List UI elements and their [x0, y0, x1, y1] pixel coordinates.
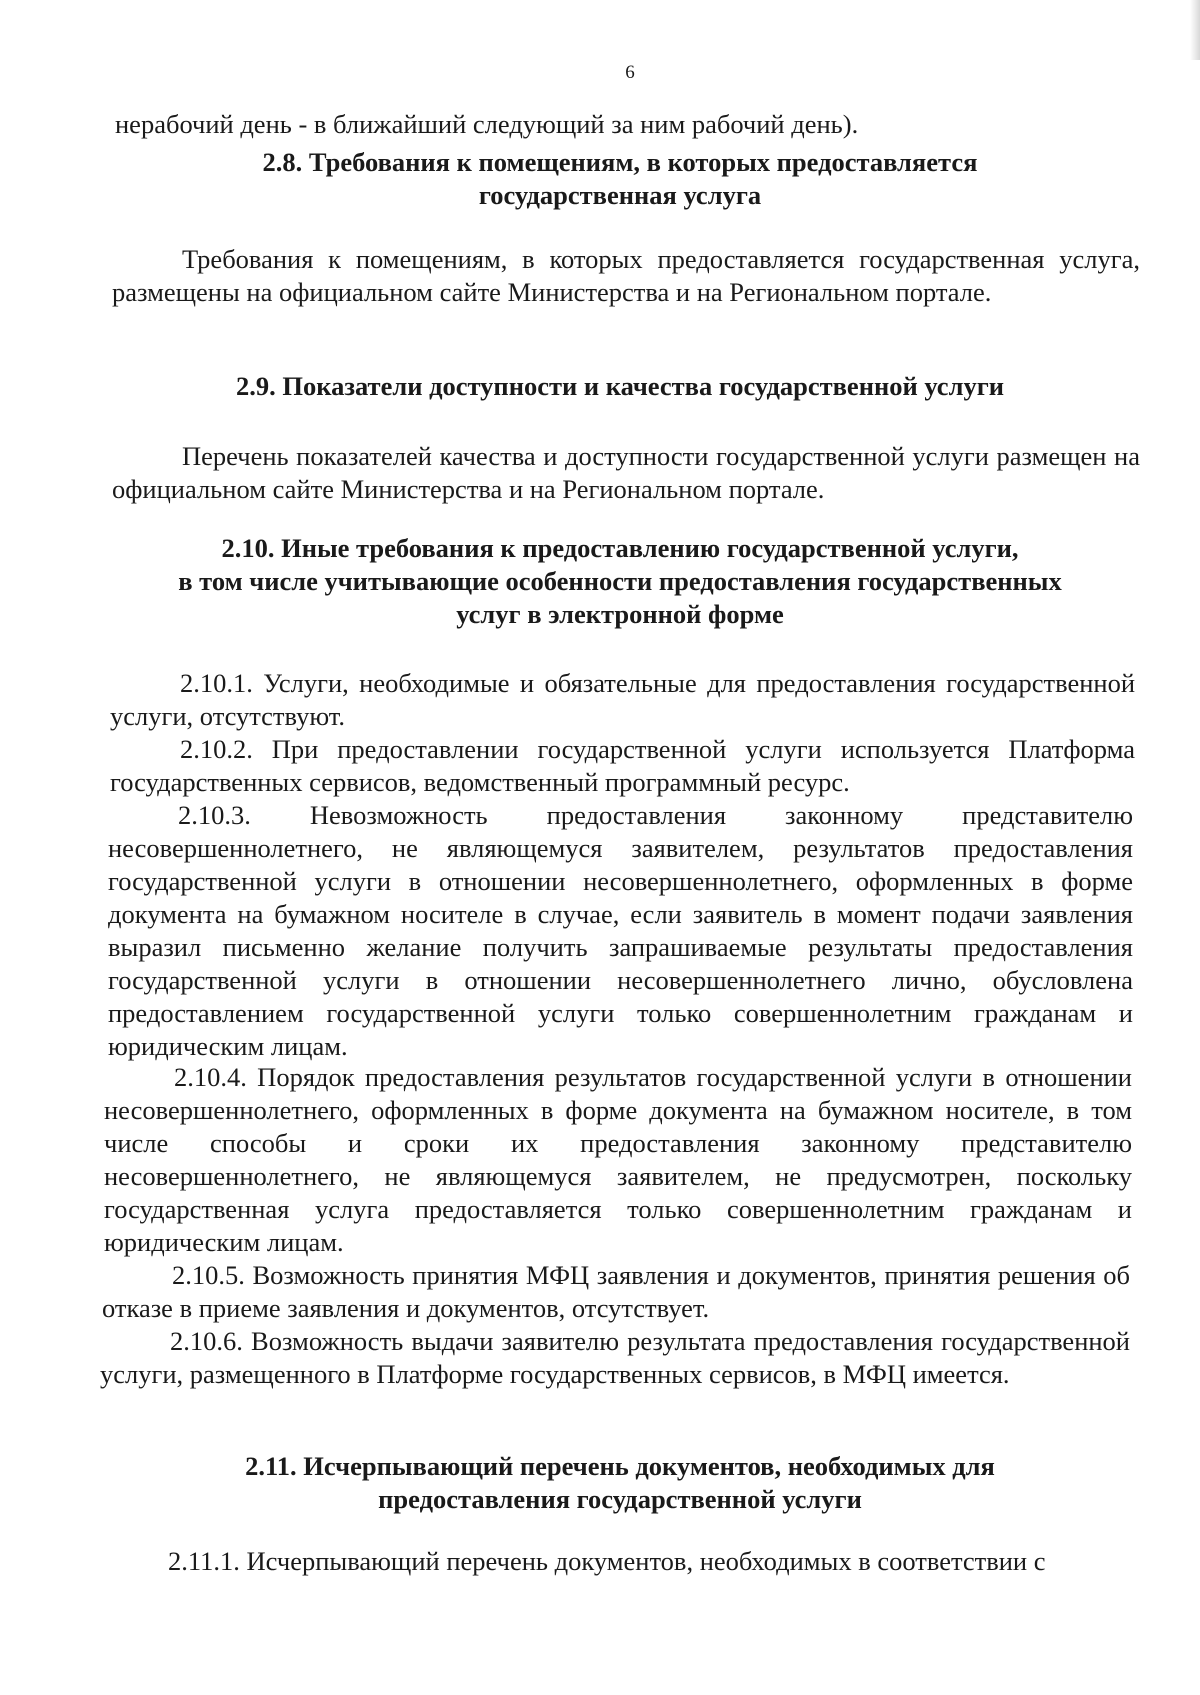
clause-2-10-2: 2.10.2. При предоставлении государственной услуги используется Платформа государственных сервисов, ведомственный программный ресурс.	[110, 734, 1135, 797]
clause-2-10-5: 2.10.5. Возможность принятия МФЦ заявления и документов, принятия решения об отказе в приеме заявления и документов, отсутствует.	[102, 1260, 1130, 1323]
section-2-9-paragraph: Перечень показателей качества и доступности государственной услуги размещен на официальном сайте Министерства и на Региональном портале.	[112, 441, 1140, 504]
clause-2-10-6: 2.10.6. Возможность выдачи заявителю результата предоставления государственной услуги, размещенного в Платформе государственных сервисов, в МФЦ имеется.	[100, 1326, 1130, 1389]
section-2-10-heading-line3: услуг в электронной форме	[456, 599, 784, 629]
section-2-8-paragraph: Требования к помещениям, в которых предоставляется государственная услуга, размещены на официальном сайте Министерства и на Региональном портале.	[112, 244, 1140, 307]
section-2-11-heading-line1: 2.11. Исчерпывающий перечень документов, необходимых для	[245, 1451, 995, 1481]
clause-2-10-4: 2.10.4. Порядок предоставления результатов государственной услуги в отношении несовершеннолетнего, оформленных в форме документа на бумажном носителе, в том числе способы и сроки их предоставления законному представителю несовершеннолетнего, не являющемуся заявителем, не предусмотрен, поскольку государственная услуга предоставляется только совершеннолетним гражданам и юридическим лицам.	[104, 1062, 1132, 1257]
section-2-9-heading: 2.9. Показатели доступности и качества государственной услуги	[235, 371, 1004, 401]
continuation-text: нерабочий день - в ближайший следующий за ним рабочий день).	[115, 109, 859, 139]
section-2-10-heading	[90, 532, 1150, 631]
section-2-8-heading-line1: 2.8. Требования к помещениям, в которых предоставляется	[262, 147, 978, 177]
clause-2-11-1: 2.11.1. Исчерпывающий перечень документов, необходимых в соответствии с	[168, 1546, 1046, 1576]
scan-edge-shadow	[1190, 0, 1200, 60]
section-2-11-heading	[100, 1450, 1140, 1516]
section-2-8-heading-line2: государственная услуга	[478, 180, 762, 210]
clause-2-10-3: 2.10.3. Невозможность предоставления законному представителю несовершеннолетнего, не являющемуся заявителем, результатов предоставления государственной услуги в отношении несовершеннолетнего, оформленных в форме документа на бумажном носителе в случае, если заявитель в момент подачи заявления выразил письменно желание получить запрашиваемые результаты предоставления государственной услуги в отношении несовершеннолетнего лично, обусловлена предоставлением государственной услуги только совершеннолетним гражданам и юридическим лицам.	[108, 800, 1133, 1061]
section-2-11-heading-line2: предоставления государственной услуги	[378, 1484, 862, 1514]
page-number: 6	[625, 62, 635, 83]
section-2-8-heading	[100, 146, 1140, 212]
section-2-10-heading-line2: в том числе учитывающие особенности предоставления государственных	[178, 566, 1062, 596]
section-2-10-heading-line1: 2.10. Иные требования к предоставлению государственной услуги,	[221, 533, 1019, 563]
clause-2-10-1: 2.10.1. Услуги, необходимые и обязательные для предоставления государственной услуги, отсутствуют.	[110, 668, 1135, 731]
